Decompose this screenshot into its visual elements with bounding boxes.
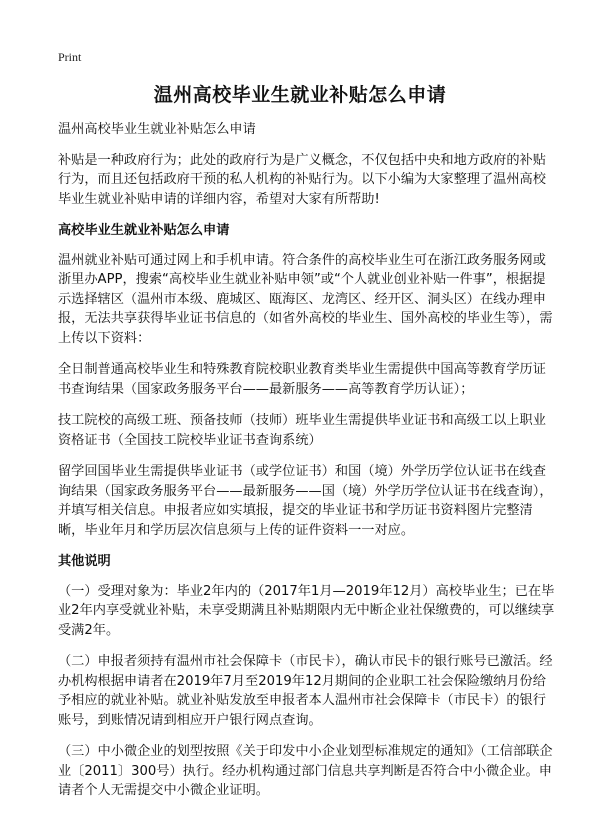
section-heading-apply: 高校毕业生就业补贴怎么申请 bbox=[58, 223, 230, 238]
section1-paragraph-3: 技工院校的高级工班、预备技师（技师）班毕业生需提供毕业证书和高级工以上职业资格证书（全国技工院校毕业证书查询系统） bbox=[58, 413, 546, 448]
section2-paragraph-3: （三）中小微企业的划型按照《关于印发中小企业划型标准规定的通知》（工信部联企业〔2011〕300号）执行。经办机构通过部门信息共享判断是否符合中小微企业。申请者个人无需提交中小微企业证明。 bbox=[58, 744, 553, 798]
section1-paragraph-1: 温州就业补贴可通过网上和手机申请。符合条件的高校毕业生可在浙江政务服务网或浙里办APP，搜索“高校毕业生就业补贴申领”或“个人就业创业补贴一件事”，根据提示选择辖区（温州市本级、鹿城区、瓯海区、龙湾区、经开区、洞头区）在线办理申报，无法共享获得毕业证书信息的（如省外高校的毕业生、国外高校的毕业生等），需上传以下资料： bbox=[58, 252, 553, 346]
print-link[interactable]: Print bbox=[58, 50, 82, 64]
section1-paragraph-4: 留学回国毕业生需提供毕业证书（或学位证书）和国（境）外学历学位认证书在线查询结果（国家政务服务平台——最新服务——国（境）外学历学位认证书在线查询），并填写相关信息。申报者应如实填报，提交的毕业证书和学历证书资料图片完整清晰，毕业年月和学历层次信息须与上传的证件资料一一对应。 bbox=[58, 464, 553, 538]
page-title: 温州高校毕业生就业补贴怎么申请 bbox=[153, 84, 447, 106]
intro-paragraph: 补贴是一种政府行为；此处的政府行为是广义概念，不仅包括中央和地方政府的补贴行为，而且还包括政府干预的私人机构的补贴行为。以下小编为大家整理了温州高校毕业生就业补贴申请的详细内容，希望对大家有所帮助! bbox=[58, 152, 546, 207]
section2-paragraph-1: （一）受理对象为：毕业2年内的（2017年1月—2019年12月）高校毕业生；已在毕业2年内享受就业补贴，未享受期满且补贴期限内无中断企业社保缴费的，可以继续享受满2年。 bbox=[58, 583, 555, 638]
section-heading-other-notes: 其他说明 bbox=[58, 554, 111, 569]
article-body bbox=[58, 120, 558, 813]
section1-paragraph-2: 全日制普通高校毕业生和特殊教育院校职业教育类毕业生需提供中国高等教育学历证书查询结果（国家政务服务平台——最新服务——高等教育学历认证）； bbox=[58, 362, 546, 397]
section2-paragraph-2: （二）申报者须持有温州市社会保障卡（市民卡），确认市民卡的银行账号已激活。经办机构根据申请者在2019年7月至2019年12月期间的企业职工社会保险缴纳月份给予相应的就业补贴。就业补贴发放至申报者本人温州市社会保障卡（市民卡）的银行账号，到账情况请到相应开户银行网点查询。 bbox=[58, 654, 553, 728]
article-subtitle: 温州高校毕业生就业补贴怎么申请 bbox=[58, 122, 256, 137]
